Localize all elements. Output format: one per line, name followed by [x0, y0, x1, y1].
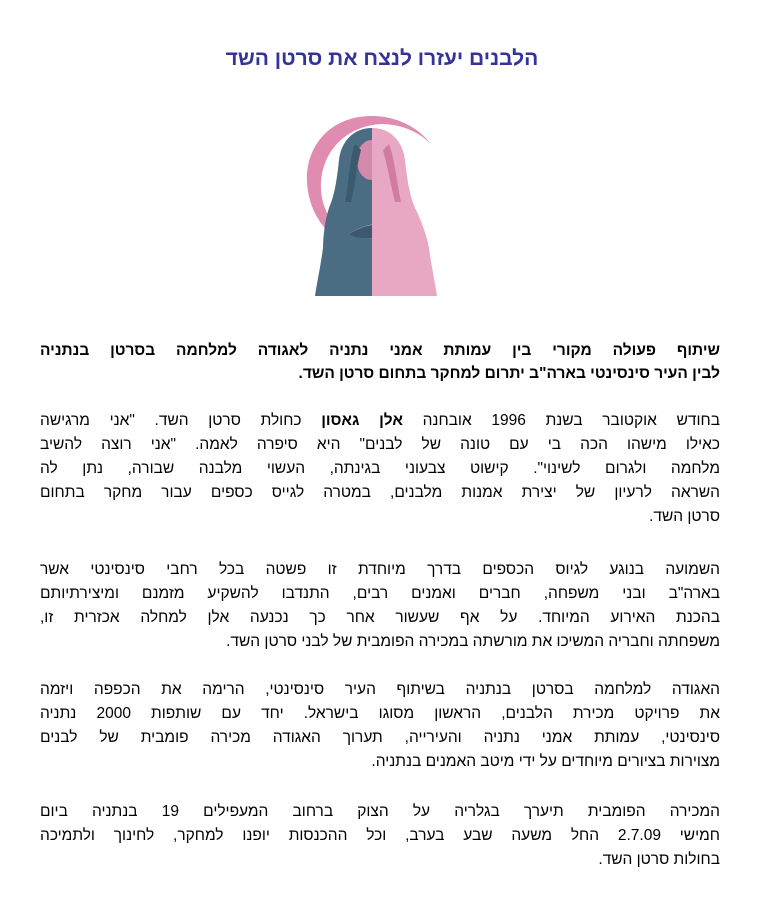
- paragraph-line: מלחמה ולגרום לשינוי". קישוט צבעוני בגינתה, העשוי מלבנה שבורה, נתן לה: [40, 460, 720, 477]
- paragraph-line: בארה"ב ובני משפחה, חברים ואמנים רבים, התנדבו להשקיע מזמנם ומיצירתיותם: [40, 585, 720, 602]
- paragraph: [40, 409, 720, 529]
- woman-pink-ribbon-icon: [289, 98, 455, 308]
- paragraph-line: השמועה בנוגע לגיוס הכספים בדרך מיוחדת זו פשטה בכל רחבי סינסינטי אשר: [40, 561, 720, 578]
- paragraph-line: סינסינטי, עמותת אמני נתניה והעירייה, תערוך האגודה מכירה פומבית של לבנים: [40, 729, 720, 746]
- paragraph: [40, 678, 720, 774]
- paragraph: [40, 800, 720, 872]
- paragraph-line: השראה לרעיון של יצירת אמנות מלבנים, במטרה לגייס כספים עבור מחקר בתחום: [40, 484, 720, 501]
- paragraph-line: כאילו מישהו הכה בי עם טונה של לבנים" היא סיפרה לאמה. "אני רוצה להשיב: [40, 436, 720, 453]
- paragraph-line: המכירה הפומבית תיערך בגלריה על הצוק ברחוב המעפילים 19 בנתניה ביום: [40, 803, 720, 820]
- article-lead: [40, 339, 720, 385]
- paragraph: [40, 558, 720, 654]
- person-name: אלן גאסון: [321, 412, 403, 429]
- paragraph-line: את פרויקט מכירת הלבנים, הראשון מסוגו בישראל. יחד עם שותפות 2000 נתניה: [40, 705, 721, 722]
- paragraph-line: חמישי 2.7.09 החל משעה שבע בערב, וכל ההכנסות יופנו למחקר, לחינוך ולתמיכה: [40, 827, 720, 844]
- lead-line: שיתוף פעולה מקורי בין עמותת אמני נתניה לאגודה למלחמה בסרטן בנתניה: [40, 342, 720, 359]
- paragraph-line: מצוירות בציורים מיוחדים על ידי מיטב האמנים בנתניה.: [371, 753, 720, 770]
- paragraph-line: בחודש אוקטובר בשנת 1996 אובחנה אלן גאסון כחולת סרטן השד. "אני מרגישה: [40, 412, 720, 429]
- paragraph-line: משפחתה וחבריה המשיכו את מורשתה במכירה הפומבית של לבני סרטן השד.: [226, 633, 720, 650]
- paragraph-line: בחולות סרטן השד.: [598, 851, 720, 868]
- article-title: הלבנים יעזרו לנצח את סרטן השד: [225, 47, 539, 70]
- paragraph-line: האגודה למלחמה בסרטן בנתניה בשיתוף העיר סינסינטי, הרימה את הכפפה ויזמה: [40, 681, 720, 698]
- paragraph-line: סרטן השד.: [649, 508, 720, 525]
- paragraph-line: בהכנת האירוע המיוחד. על אף שעשור אחר כך נכנעה אלן למחלה אכזרית זו,: [40, 609, 720, 626]
- lead-line: לבין העיר סינסינטי בארה"ב יתרום למחקר בתחום סרטן השד.: [298, 365, 720, 382]
